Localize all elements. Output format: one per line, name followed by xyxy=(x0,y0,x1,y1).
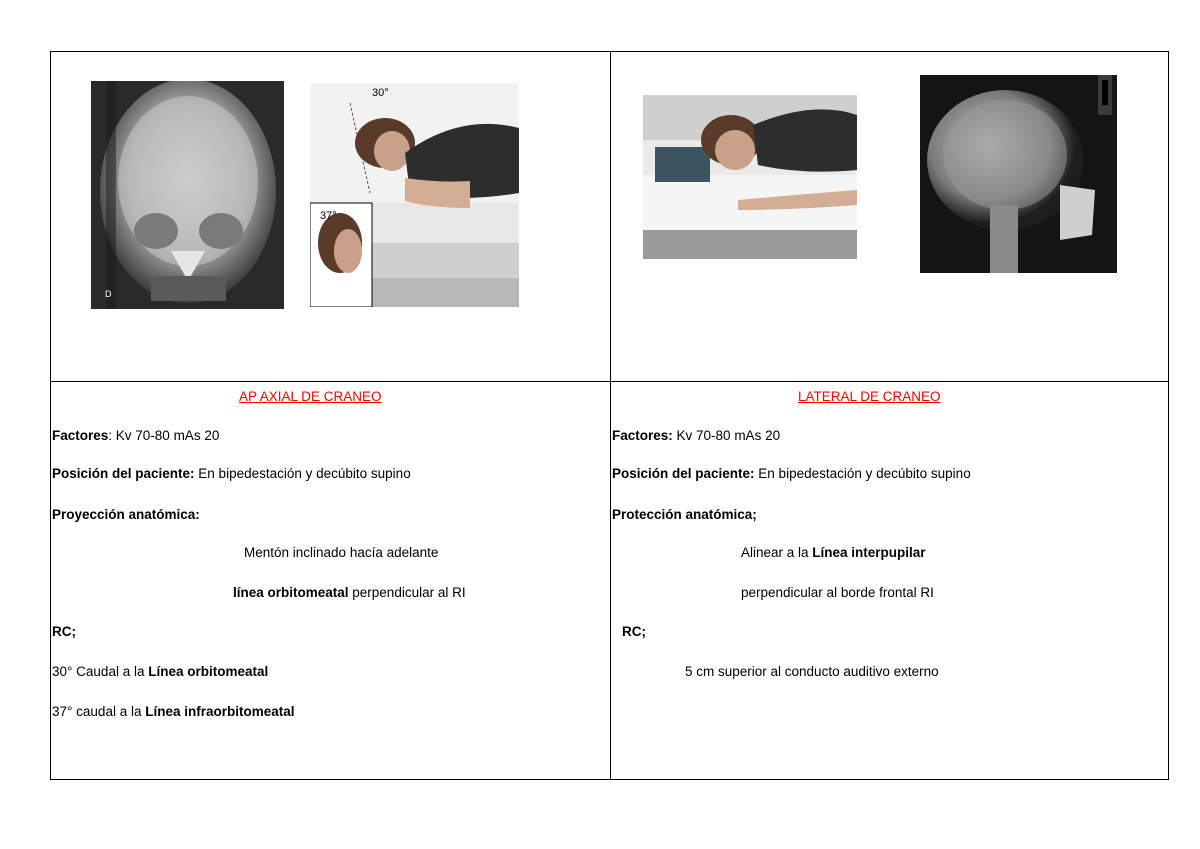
right-proteccion-label: Protección anatómica; xyxy=(612,507,757,522)
angle-37-label: 37° xyxy=(320,210,337,222)
left-posicion-line xyxy=(52,466,411,482)
left-rc1-bold: Línea orbitomeatal xyxy=(148,664,269,679)
table-bottom-border xyxy=(50,779,1169,780)
ap-axial-xray-image xyxy=(91,81,284,309)
left-rc-label: RC; xyxy=(52,624,76,639)
lateral-xray-image xyxy=(920,75,1117,273)
left-rc1-line xyxy=(52,664,268,680)
column-divider xyxy=(610,51,611,780)
right-posicion-line xyxy=(612,466,971,482)
left-rc1-pre: 30° Caudal a la xyxy=(52,664,149,679)
right-perpendicular-line: perpendicular al borde frontal RI xyxy=(741,585,934,600)
right-alinear-line xyxy=(741,545,926,561)
left-posicion-value: En bipedestación y decúbito supino xyxy=(194,466,411,481)
left-factores-label: Factores xyxy=(52,428,109,443)
lateral-positioning-photo xyxy=(643,95,857,259)
ap-axial-title: AP AXIAL DE CRANEO xyxy=(239,389,382,404)
right-factores-value: Kv 70-80 mAs 20 xyxy=(672,428,781,443)
left-posicion-label: Posición del paciente: xyxy=(52,466,195,481)
left-linea-bold: línea orbitomeatal xyxy=(233,585,349,600)
ap-axial-positioning-photo xyxy=(310,83,519,307)
left-proyeccion-label: Proyección anatómica: xyxy=(52,507,200,522)
right-posicion-label: Posición del paciente: xyxy=(612,466,755,481)
angle-30-label: 30° xyxy=(372,87,389,99)
left-linea-rest: perpendicular al RI xyxy=(348,585,466,600)
left-linea-line xyxy=(233,585,466,601)
xray-marker-label: D xyxy=(105,289,112,299)
left-menton-line: Mentón inclinado hacía adelante xyxy=(244,545,439,560)
right-rc-text: 5 cm superior al conducto auditivo externo xyxy=(685,664,939,679)
left-rc2-pre: 37° caudal a la xyxy=(52,704,146,719)
row-divider xyxy=(50,381,1169,382)
left-rc2-line xyxy=(52,704,295,720)
right-rc-label: RC; xyxy=(622,624,646,639)
right-factores-line xyxy=(612,428,780,444)
left-rc2-bold: Línea infraorbitomeatal xyxy=(145,704,295,719)
right-posicion-value: En bipedestación y decúbito supino xyxy=(754,466,971,481)
left-factores-value: : Kv 70-80 mAs 20 xyxy=(108,428,220,443)
right-alinear-bold: Línea interpupilar xyxy=(812,545,926,560)
left-factores-line xyxy=(52,428,219,444)
right-alinear-pre: Alinear a la xyxy=(741,545,813,560)
lateral-title: LATERAL DE CRANEO xyxy=(798,389,941,404)
right-factores-label: Factores: xyxy=(612,428,673,443)
table-right-border xyxy=(1168,51,1169,780)
